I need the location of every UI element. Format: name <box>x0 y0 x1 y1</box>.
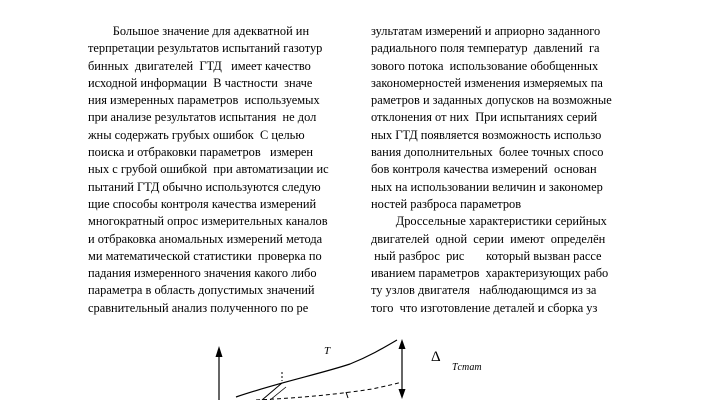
delta-symbol: Δ <box>431 349 441 365</box>
text-column-right <box>371 23 641 317</box>
text-line: зового потока использование обобщенных <box>371 58 599 73</box>
text-line: пытаний ГТД обычно используются следую <box>88 179 321 194</box>
text-line: поиска и отбраковки параметров измерен <box>88 145 314 160</box>
text-line: и отбраковка аномальных измерений метода <box>88 231 323 246</box>
text-line: радиального поля температур давлений га <box>371 41 600 56</box>
text-line: двигателей одной серии имеют определён <box>371 231 606 246</box>
text-line: отклонения от них При испытаниях серий <box>371 110 598 125</box>
upper-curve <box>236 340 397 397</box>
text-line: при анализе результатов испытания не дол <box>88 110 317 125</box>
text-line: ных на использовании величин и закономер <box>371 179 603 194</box>
text-line: ных с грубой ошибкой при автоматизации ис <box>88 162 329 177</box>
curve-label: T <box>324 345 331 357</box>
text-line: параметра в область допустимых значений <box>88 283 315 298</box>
text-line: зультатам измерений и априорно заданного <box>371 24 601 38</box>
text-line: ных ГТД появляется возможность использо <box>371 127 602 142</box>
text-line: закономерностей изменения измеряемых па <box>371 75 603 90</box>
text-line: жны содержать грубых ошибок С целью <box>88 127 305 142</box>
text-line: многократный опрос измерительных каналов <box>88 214 328 229</box>
spread-arrow-top <box>399 339 406 349</box>
throttle-characteristic-figure <box>0 318 709 400</box>
text-line: ный разброс рис который вызван рассе <box>371 248 602 263</box>
start-hatch-2 <box>270 387 286 400</box>
spread-arrow-bottom <box>399 389 406 399</box>
text-line: щие способы контроля качества измерений <box>88 196 317 211</box>
delta-subscript: Tстат <box>452 362 482 373</box>
text-line: раметров и заданных допусков на возможные <box>371 93 612 108</box>
text-line: падания измеренного значения какого либо <box>88 266 317 281</box>
text-line: Большое значение для адекватной ин <box>88 24 310 38</box>
text-line: ния измеренных параметров используемых <box>88 93 320 108</box>
text-line: ми математической статистики проверка по <box>88 248 322 263</box>
text-line: Дроссельные характеристики серийных <box>371 214 607 229</box>
text-line: бинных двигателей ГТД имеет качество <box>88 58 311 73</box>
text-line: сравнительный анализ полученного по ре <box>88 300 309 315</box>
text-line: того что изготовление деталей и сборка уз <box>371 300 598 315</box>
text-line: ту узлов двигателя наблюдающимся из за <box>371 283 597 298</box>
text-line: исходной информации В частности значе <box>88 75 313 90</box>
text-line: ностей разброса параметров <box>371 196 522 211</box>
y-axis-arrow <box>216 346 223 357</box>
text-line: терпретации результатов испытаний газотур <box>88 41 323 56</box>
text-line: иванием параметров характеризующих рабо <box>371 266 609 281</box>
text-line: вания дополнительных более точных спосо <box>371 145 604 160</box>
text-line: бов контроля качества измерений основан <box>371 162 597 177</box>
text-column-left <box>88 23 358 317</box>
